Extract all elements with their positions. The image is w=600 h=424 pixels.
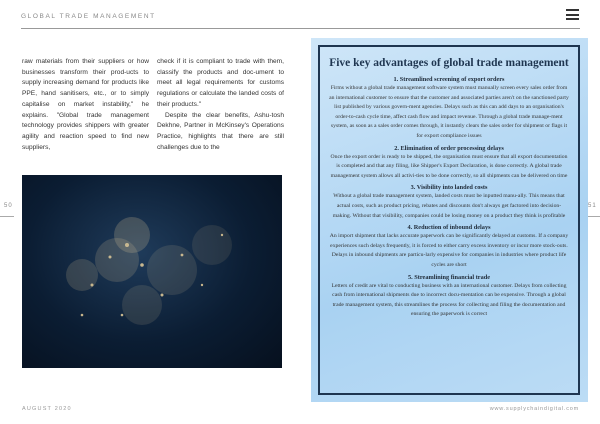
menu-icon[interactable] — [566, 9, 579, 20]
paragraph: raw materials from their suppliers or how businesses transform their prod-ucts to supply increasing demand for products like PPE, hand sanitisers, etc., or to simply capitalise on market instability," he explains. "Global trade management technology provides shippers with greater agility and reaction speed to find new suppliers, — [22, 58, 149, 151]
item-body: Firms without a global trade management software system must manually screen every sales order from an international customer to ensure that the customer and associated parties aren't on the sanctioned party list published by various govern-ment agencies. Delays such as this can add days to an organisation's order-to-cash cycle time, affect cash flow and impact revenue. Through a global trade manage-ment system, as soon as a sales order comes through, it instantly clears the sales order for shipment or flags it for export compliance issues — [329, 85, 569, 139]
item-body: Letters of credit are vital to conducting business with an international customer. Delays from collecting cash from international shipments due to incorrect docu-mentation can be expensive. Through a global trade management system, this streamlines the process for collecting and filing the documentation and ensuring the paperwork is correct — [331, 282, 567, 318]
item-heading: 3. Visibility into landed costs — [410, 184, 488, 192]
europe-night-satellite-image — [22, 175, 282, 368]
paragraph: check if it is compliant to trade with them, classify the products and doc-ument to meet all legal requirements for customs regulations or calculate the landed costs of their products." — [157, 58, 284, 108]
item-heading: 4. Reduction of inbound delays — [407, 224, 491, 232]
item-body: Without a global trade management system, landed costs must be inputted manu-ally. This means that actual costs, such as product pricing, rebates and discounts don't always get factored into decision-making. Without that visibility, companies could be losing money on a product they think is profitable — [332, 193, 566, 219]
item-body: An import shipment that lacks accurate paperwork can be significantly delayed at customs. If a company experiences such delays frequently, it is forced to either carry excess inventory or incur more stock-outs. Delays in inbound shipments are particu-larly expensive for companies in industries where product life cycles are short — [329, 233, 569, 268]
paragraph: Despite the clear benefits, Ashu-tosh Dekhne, Partner in McKinsey's Operations Practice, highlights that there are still challenges due to the — [157, 111, 284, 151]
section-header: GLOBAL TRADE MANAGEMENT — [21, 13, 156, 20]
footer-date: AUGUST 2020 — [22, 406, 72, 412]
side-rule-left — [0, 216, 14, 217]
city-lights-graphic — [22, 175, 282, 368]
header-divider — [21, 28, 580, 29]
item-body: Once the export order is ready to be shipped, the organisation must ensure that all export documentation is completed and that any filing, like Shipper's Export Declaration, is done correctly. A global trade management system allows all activi-ties to be done correctly, so all shipments can be delivered on time — [330, 153, 568, 179]
page-number-left: 50 — [4, 203, 13, 209]
article-column-1 — [22, 57, 149, 153]
article-column-2 — [157, 57, 284, 153]
item-heading: 5. Streamlining financial trade — [407, 273, 491, 281]
item-heading: 1. Streamlined screening of export orders — [393, 76, 505, 83]
page-number-right: 51 — [588, 203, 597, 209]
item-heading: 2. Elimination of order processing delays — [394, 144, 504, 152]
box-title: Five key advantages of global trade management — [329, 57, 569, 69]
footer-url[interactable]: www.supplychaindigital.com — [489, 406, 579, 412]
advantages-sidebar-box — [311, 38, 588, 402]
side-rule-right — [586, 216, 600, 217]
